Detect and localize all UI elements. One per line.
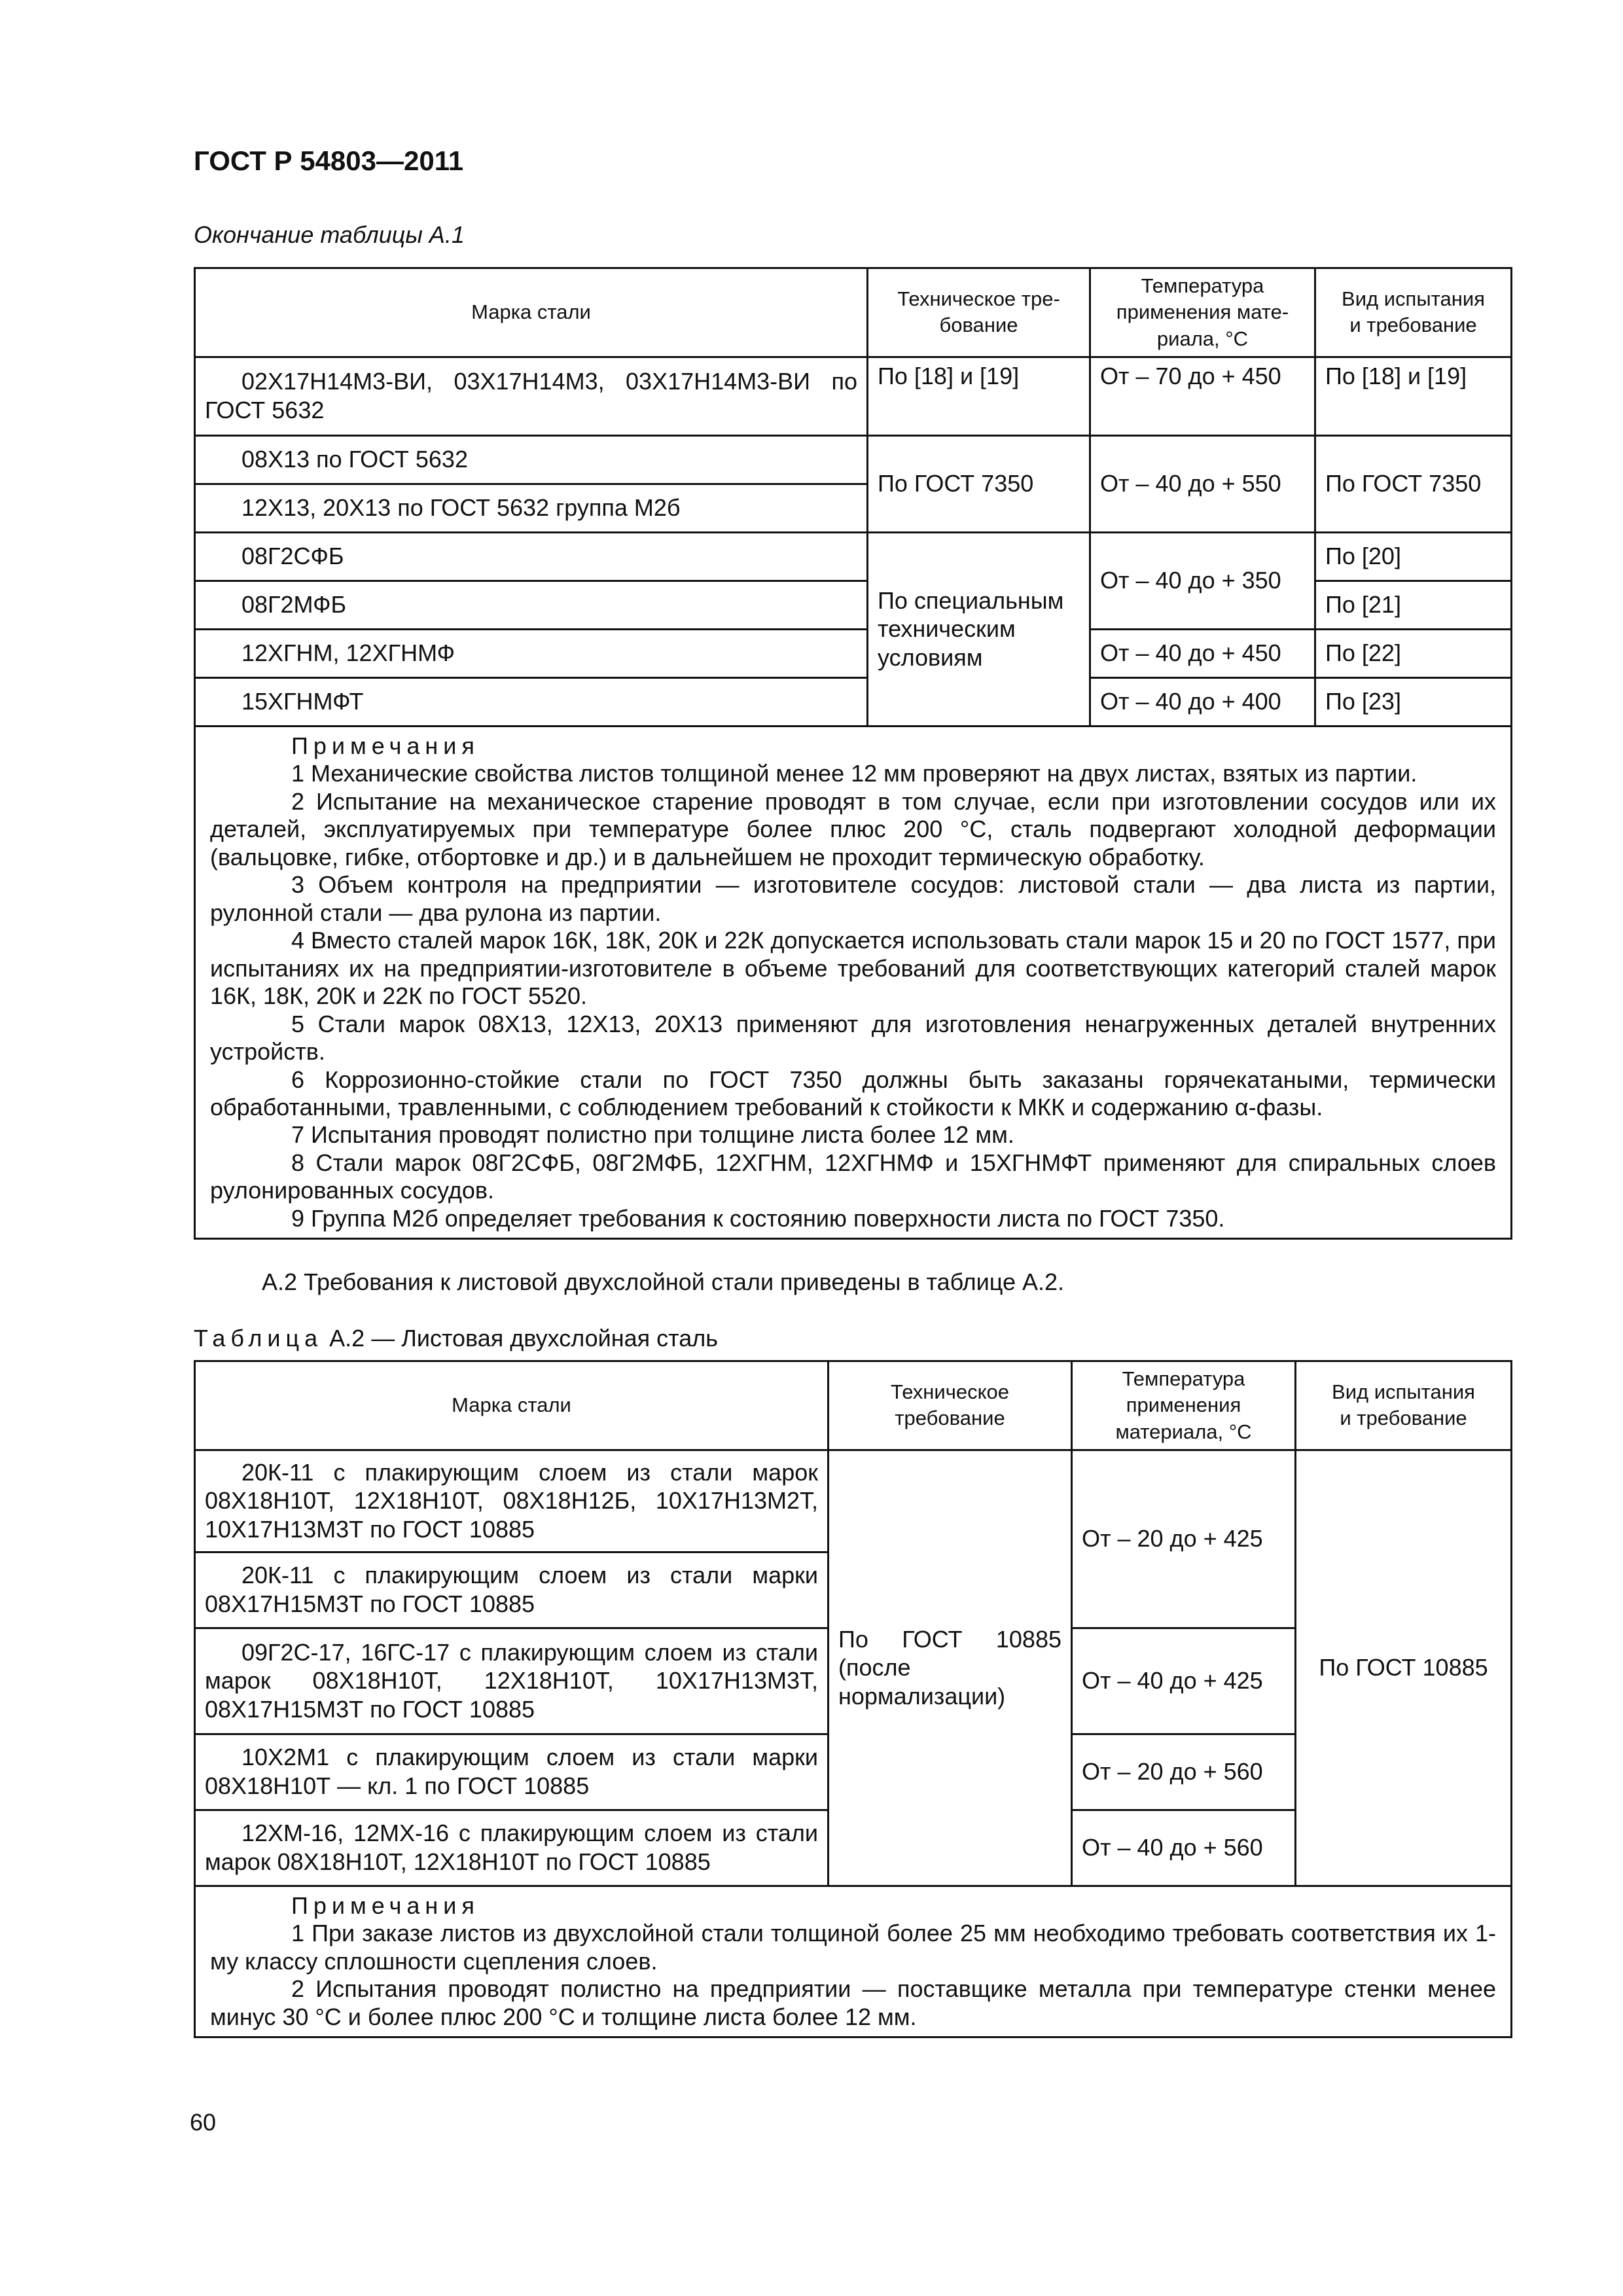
- note-item: 5 Стали марок 08Х13, 12Х13, 20Х13 применяют для изготовления ненагруженных деталей внутренних устройств.: [210, 1010, 1496, 1066]
- cell-grade: 02Х17Н14М3-ВИ, 03Х17Н14М3, 03Х17Н14М3-ВИ по ГОСТ 5632: [195, 357, 868, 435]
- table-row: [195, 435, 1512, 484]
- cell-test: По [20]: [1315, 532, 1512, 581]
- cell-test: По [22]: [1315, 629, 1512, 677]
- cell-grade: 08Г2МФБ: [195, 581, 868, 629]
- cell-grade: 15ХГНМФТ: [195, 677, 868, 726]
- note-item: 9 Группа М2б определяет требования к состоянию поверхности листа по ГОСТ 7350.: [291, 1204, 1225, 1232]
- table-row: [195, 357, 1512, 435]
- note-item: 7 Испытания проводят полистно при толщине листа более 12 мм.: [291, 1121, 1014, 1149]
- paragraph-a2: А.2 Требования к листовой двухслойной стали приведены в таблице А.2.: [262, 1268, 1065, 1295]
- notes-title: Примечания: [291, 1892, 480, 1919]
- page-number: 60: [190, 2109, 217, 2136]
- table-row: [195, 1450, 1512, 1552]
- note-item: 2 Испытание на механическое старение проводят в том случае, если при изготовлении сосудов или их деталей, эксплуатируемых при температуре более плюс 200 °С, сталь подвергают холодной деформации (вальцовке, гибке, отбортовке и др.) и в дальнейшем не проходит термическую обработку.: [210, 787, 1496, 870]
- table-row: [195, 629, 1512, 677]
- table-title-rest: А.2 — Листовая двухслойная сталь: [329, 1325, 719, 1352]
- cell-temperature: От – 40 до + 425: [1072, 1628, 1296, 1734]
- cell-temperature: От – 40 до + 550: [1090, 435, 1315, 532]
- cell-temperature: От – 70 до + 450: [1090, 357, 1315, 435]
- cell-requirement: По ГОСТ 10885 (после нормализации): [829, 1450, 1072, 1886]
- cell-test: По ГОСТ 10885: [1296, 1450, 1512, 1886]
- cell-temperature: От – 40 до + 450: [1090, 629, 1315, 677]
- header-requirement: Техническое тре- бование: [868, 268, 1090, 357]
- header-test: Вид испытания и требование: [1315, 268, 1512, 357]
- note-item: 1 При заказе листов из двухслойной стали толщиной более 25 мм необходимо требовать соответствия их 1-му классу сплошности сцепления слоев.: [210, 1920, 1496, 1975]
- header-temperature: Температура применения мате- риала, °С: [1090, 268, 1315, 357]
- cell-test: По ГОСТ 7350: [1315, 435, 1512, 532]
- note-item: 8 Стали марок 08Г2СФБ, 08Г2МФБ, 12ХГНМ, 12ХГНМФ и 15ХГНМФТ применяют для спиральных слоев рулонированных сосудов.: [210, 1149, 1496, 1204]
- note-item: 3 Объем контроля на предприятии — изготовителе сосудов: листовой стали — два листа из партии, рулонной стали — два рулона из партии.: [210, 871, 1496, 926]
- table1-notes: [195, 726, 1512, 1238]
- cell-grade: 10Х2М1 с плакирующим слоем из стали марки 08Х18Н10Т — кл. 1 по ГОСТ 10885: [195, 1734, 829, 1810]
- cell-test: По [18] и [19]: [1315, 357, 1512, 435]
- cell-temperature: От – 20 до + 560: [1072, 1734, 1296, 1810]
- cell-grade: 08Г2СФБ: [195, 532, 868, 581]
- cell-test: По [21]: [1315, 581, 1512, 629]
- cell-grade: 08Х13 по ГОСТ 5632: [195, 435, 868, 484]
- note-item: 6 Коррозионно-стойкие стали по ГОСТ 7350 должны быть заказаны горячекатаными, термически обработанными, травленными, с соблюдением требований к стойкости к МКК и содержанию α-фазы.: [210, 1066, 1496, 1121]
- cell-grade: 09Г2С-17, 16ГС-17 с плакирующим слоем из стали марок 08Х18Н10Т, 12Х18Н10Т, 10Х17Н13М3Т, 08Х17Н15М3Т по ГОСТ 10885: [195, 1628, 829, 1734]
- header-test: Вид испытания и требование: [1296, 1361, 1512, 1450]
- cell-temperature: От – 40 до + 400: [1090, 677, 1315, 726]
- table-notes-row: [195, 726, 1512, 1238]
- cell-temperature: От – 20 до + 425: [1072, 1450, 1296, 1628]
- header-grade: Марка стали: [195, 268, 868, 357]
- document-header: ГОСТ Р 54803—2011: [194, 145, 464, 176]
- cell-requirement: По специальным техническим условиям: [868, 532, 1090, 726]
- table-row: [195, 677, 1512, 726]
- cell-test: По [23]: [1315, 677, 1512, 726]
- note-item: 1 Механические свойства листов толщиной менее 12 мм проверяют на двух листах, взятых из партии.: [291, 760, 1418, 787]
- header-temperature: Температура применения материала, °С: [1072, 1361, 1296, 1450]
- table-header-row: [195, 1361, 1512, 1450]
- header-grade: Марка стали: [195, 1361, 829, 1450]
- cell-grade: 20К-11 с плакирующим слоем из стали марок 08Х18Н10Т, 12Х18Н10Т, 08Х18Н12Б, 10Х17Н13М2Т, 10Х17Н13М3Т по ГОСТ 10885: [195, 1450, 829, 1552]
- note-item: 2 Испытания проводят полистно на предприятии — поставщике металла при температуре стенки менее минус 30 °С и более плюс 200 °С и толщине листа более 12 мм.: [210, 1975, 1496, 2030]
- header-requirement: Техническое требование: [829, 1361, 1072, 1450]
- cell-grade: 12Х13, 20Х13 по ГОСТ 5632 группа М2б: [195, 484, 868, 532]
- cell-grade: 12ХГНМ, 12ХГНМФ: [195, 629, 868, 677]
- table2-notes: [195, 1886, 1512, 2037]
- table2-title: [194, 1325, 718, 1352]
- cell-requirement: По ГОСТ 7350: [868, 435, 1090, 532]
- table-word: Таблица: [194, 1325, 323, 1352]
- table-row: [195, 532, 1512, 581]
- table-a1: [194, 267, 1512, 1240]
- cell-temperature: От – 40 до + 350: [1090, 532, 1315, 629]
- note-item: 4 Вместо сталей марок 16К, 18К, 20К и 22К допускается использовать стали марок 15 и 20 по ГОСТ 1577, при испытаниях их на предприятии-изготовителе в объеме требований для соответствующих категорий сталей марок 16К, 18К, 20К и 22К по ГОСТ 5520.: [210, 927, 1496, 1010]
- cell-requirement: По [18] и [19]: [868, 357, 1090, 435]
- cell-temperature: От – 40 до + 560: [1072, 1810, 1296, 1886]
- table-notes-row: [195, 1886, 1512, 2037]
- table-header-row: [195, 268, 1512, 357]
- table1-caption: Окончание таблицы А.1: [194, 221, 465, 248]
- cell-grade: 12ХМ-16, 12МХ-16 с плакирующим слоем из стали марок 08Х18Н10Т, 12Х18Н10Т по ГОСТ 10885: [195, 1810, 829, 1886]
- notes-title: Примечания: [291, 732, 480, 759]
- cell-grade: 20К-11 с плакирующим слоем из стали марки 08Х17Н15М3Т по ГОСТ 10885: [195, 1552, 829, 1628]
- table-a2: [194, 1360, 1512, 2038]
